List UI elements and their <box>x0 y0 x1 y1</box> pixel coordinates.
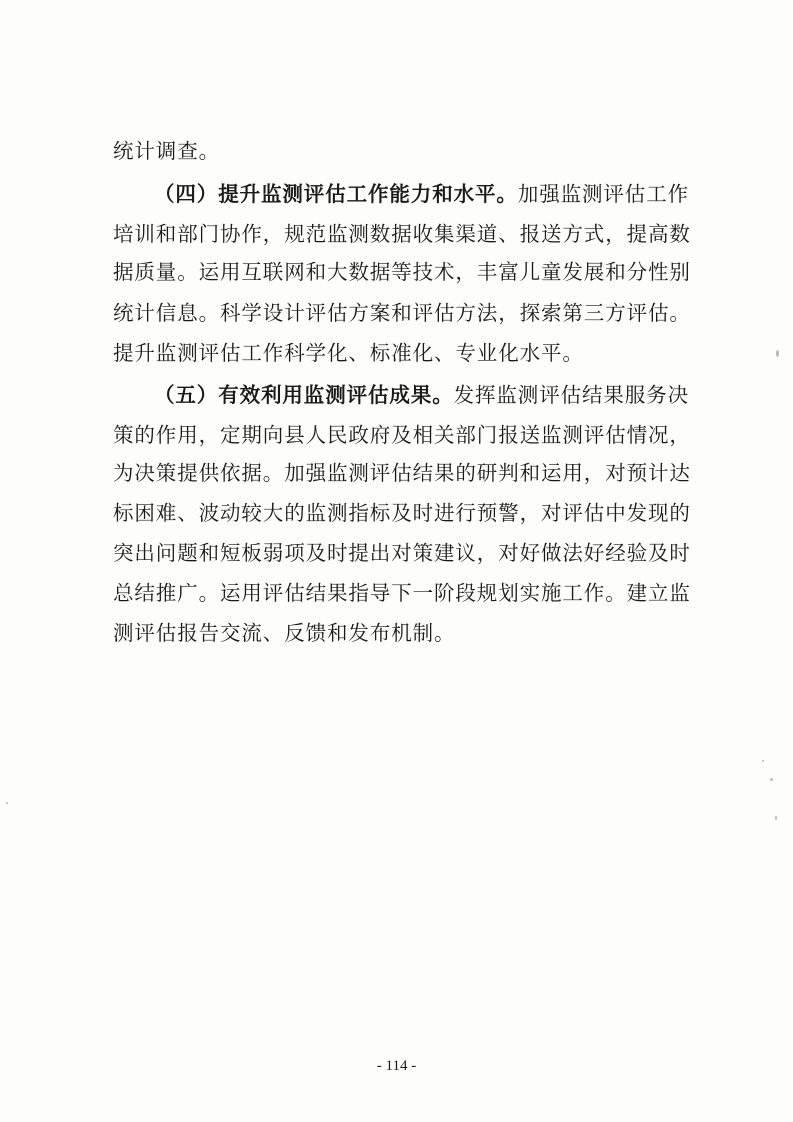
text-line: 总结推广。运用评估结果指导下一阶段规划实施工作。建立监 <box>113 581 691 605</box>
text-line: 策的作用，定期向县人民政府及相关部门报送监测评估情况， <box>113 423 691 447</box>
text-line: 提升监测评估工作科学化、标准化、专业化水平。 <box>113 341 584 365</box>
scan-speck <box>762 760 764 762</box>
text-line: 测评估报告交流、反馈和发布机制。 <box>113 621 456 645</box>
section-line: （四）提升监测评估工作能力和水平。加强监测评估工作 <box>154 182 690 206</box>
section-heading-5: （五）有效利用监测评估成果。 <box>154 383 454 407</box>
text-line: 统计调查。 <box>113 139 220 163</box>
section-line: （五）有效利用监测评估成果。发挥监测评估结果服务决 <box>154 383 690 407</box>
scan-speck <box>6 802 8 804</box>
text-line: 据质量。运用互联网和大数据等技术，丰富儿童发展和分性别 <box>113 260 691 284</box>
scan-speck <box>775 816 777 820</box>
text-line: 统计信息。科学设计评估方案和评估方法，探索第三方评估。 <box>113 301 691 325</box>
text-line: 突出问题和短板弱项及时提出对策建议，对好做法好经验及时 <box>113 541 691 565</box>
scan-speck <box>770 778 773 781</box>
text-line: 标困难、波动较大的监测指标及时进行预警，对评估中发现的 <box>113 501 691 525</box>
text-line: 为决策提供依据。加强监测评估结果的研判和运用，对预计达 <box>113 461 691 485</box>
text-line: 培训和部门协作，规范监测数据收集渠道、报送方式，提高数 <box>113 222 691 246</box>
scan-speck <box>776 350 779 357</box>
page-number: - 114 - <box>376 1058 417 1074</box>
section-heading-4: （四）提升监测评估工作能力和水平。 <box>154 182 518 206</box>
